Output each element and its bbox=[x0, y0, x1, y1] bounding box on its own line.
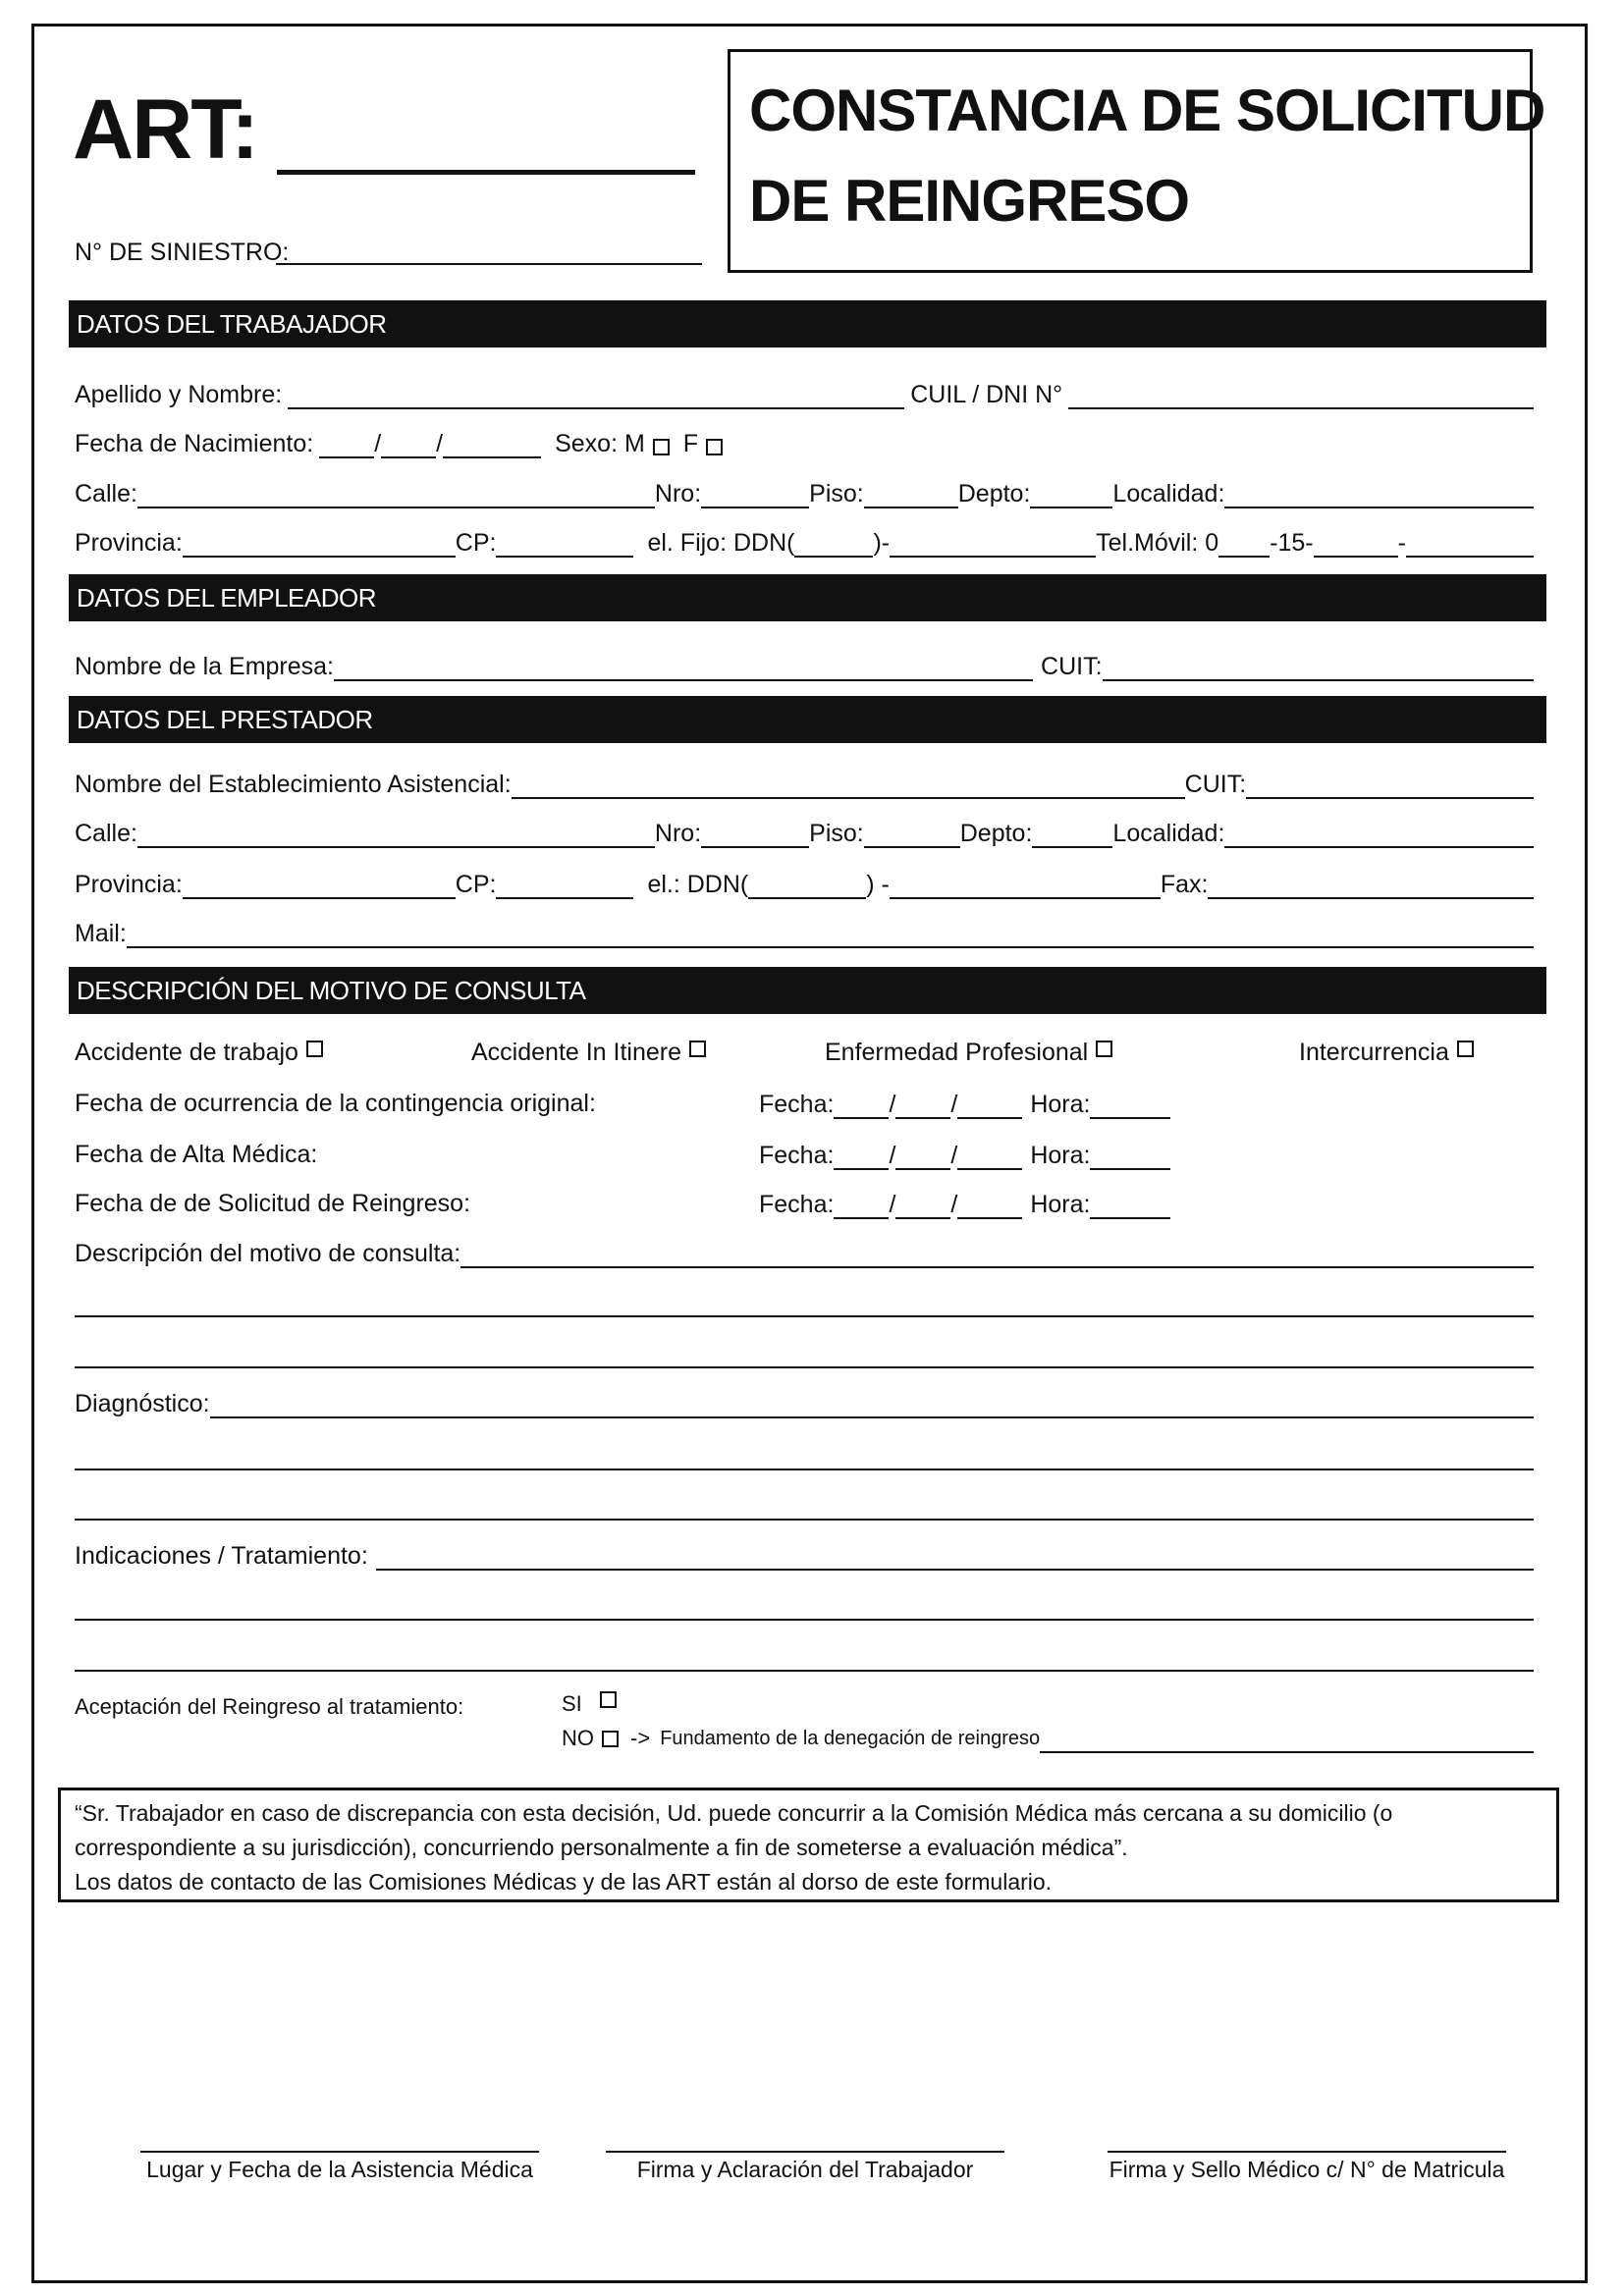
prestador-provincia-input[interactable] bbox=[183, 878, 456, 899]
date-separator: / bbox=[889, 1191, 896, 1218]
intercurrencia-label: Intercurrencia bbox=[1299, 1039, 1449, 1066]
prestador-cp-label: CP: bbox=[455, 871, 497, 898]
tel-movil-part2[interactable] bbox=[1406, 536, 1534, 558]
cuil-input[interactable] bbox=[1068, 388, 1534, 409]
tel-movil-label: Tel.Móvil: 0 bbox=[1096, 529, 1219, 557]
provincia-label: Provincia: bbox=[75, 529, 183, 557]
solicitud-day[interactable] bbox=[834, 1198, 889, 1219]
fundamento-input[interactable] bbox=[1040, 1732, 1534, 1753]
aceptacion-si-label: SI bbox=[562, 1691, 582, 1716]
signature-lugar-fecha-label: Lugar y Fecha de la Asistencia Médica bbox=[146, 2157, 533, 2182]
signature-medico bbox=[1108, 2151, 1506, 2183]
sexo-label: Sexo: M bbox=[555, 430, 645, 457]
tel-movil-area[interactable] bbox=[1218, 536, 1270, 558]
descripcion-label: Descripción del motivo de consulta: bbox=[75, 1240, 461, 1267]
indicaciones-line-3[interactable] bbox=[75, 1670, 1534, 1672]
sexo-f-label: F bbox=[682, 430, 699, 457]
form-title-line1: CONSTANCIA DE SOLICITUD bbox=[749, 78, 1545, 143]
tel-fijo-label: el. Fijo: DDN( bbox=[647, 529, 795, 557]
enfermedad-option[interactable] bbox=[825, 1039, 1112, 1067]
fecha-nac-month[interactable] bbox=[381, 437, 436, 458]
row-domicilio bbox=[75, 479, 1534, 508]
apellido-input[interactable] bbox=[288, 388, 904, 409]
date-separator: / bbox=[950, 1142, 958, 1169]
fecha-solicitud-fields bbox=[759, 1190, 1181, 1219]
ocurrencia-hora[interactable] bbox=[1090, 1097, 1170, 1119]
descripcion-line-2[interactable] bbox=[75, 1315, 1534, 1317]
row-apellido bbox=[75, 380, 1534, 409]
descripcion-line-3[interactable] bbox=[75, 1366, 1534, 1368]
signature-trabajador bbox=[606, 2151, 1004, 2183]
prestador-depto-label: Depto: bbox=[959, 820, 1033, 847]
notice-line-3: Los datos de contacto de las Comisiones Médicas y de las ART están al dorso de este formulario. bbox=[75, 1869, 1053, 1895]
date-separator: / bbox=[436, 430, 444, 457]
solicitud-year[interactable] bbox=[957, 1198, 1022, 1219]
accidente-trabajo-label: Accidente de trabajo bbox=[75, 1039, 298, 1066]
row-diagnostico bbox=[75, 1389, 1534, 1418]
prestador-depto-input[interactable] bbox=[1032, 827, 1112, 848]
intercurrencia-option[interactable] bbox=[1299, 1039, 1474, 1067]
establecimiento-input[interactable] bbox=[512, 777, 1185, 799]
prestador-cuit-input[interactable] bbox=[1246, 777, 1534, 799]
hora-label: Hora: bbox=[1030, 1091, 1091, 1118]
row-provincia bbox=[75, 528, 1534, 558]
accidente-itinere-checkbox[interactable] bbox=[689, 1041, 706, 1057]
calle-label: Calle: bbox=[75, 480, 137, 507]
aceptacion-no-checkbox[interactable] bbox=[602, 1731, 619, 1747]
date-separator: / bbox=[889, 1142, 896, 1169]
fecha-label: Fecha: bbox=[759, 1142, 835, 1169]
prestador-localidad-input[interactable] bbox=[1224, 827, 1534, 848]
ocurrencia-month[interactable] bbox=[895, 1097, 950, 1119]
tel-fijo-input[interactable] bbox=[890, 536, 1096, 558]
fecha-label: Fecha: bbox=[759, 1091, 835, 1118]
empleador-cuit-label: CUIT: bbox=[1041, 653, 1103, 680]
mail-input[interactable] bbox=[127, 927, 1534, 948]
fecha-nac-day[interactable] bbox=[319, 437, 374, 458]
notice-line-2: correspondiente a su jurisdicción), concurriendo personalmente a fin de someterse a evaluación médica”. bbox=[75, 1835, 1128, 1860]
row-descripcion bbox=[75, 1239, 1534, 1268]
prestador-provincia-label: Provincia: bbox=[75, 871, 183, 898]
fax-label: Fax: bbox=[1160, 871, 1209, 898]
localidad-label: Localidad: bbox=[1112, 480, 1225, 507]
alta-hora[interactable] bbox=[1090, 1148, 1170, 1170]
section-prestador: DATOS DEL PRESTADOR bbox=[69, 696, 1546, 743]
date-separator: / bbox=[374, 430, 382, 457]
cp-input[interactable] bbox=[496, 536, 633, 558]
row-indicaciones bbox=[75, 1541, 1534, 1571]
fundamento-label: Fundamento de la denegación de reingreso bbox=[660, 1728, 1041, 1749]
tel-fijo-close: )- bbox=[873, 529, 891, 557]
ocurrencia-year[interactable] bbox=[957, 1097, 1022, 1119]
depto-label: Depto: bbox=[957, 480, 1031, 507]
siniestro-input[interactable] bbox=[276, 243, 702, 265]
art-input[interactable] bbox=[277, 147, 695, 175]
enfermedad-label: Enfermedad Profesional bbox=[825, 1039, 1089, 1066]
calle-input[interactable] bbox=[137, 487, 655, 508]
tel-fijo-ddn[interactable] bbox=[794, 536, 873, 558]
prestador-tel-close: ) - bbox=[866, 871, 890, 898]
notice-box bbox=[58, 1788, 1559, 1902]
row-establecimiento bbox=[75, 770, 1534, 799]
indicaciones-label: Indicaciones / Tratamiento: bbox=[75, 1542, 368, 1570]
nro-label: Nro: bbox=[654, 480, 702, 507]
fecha-alta-label: Fecha de Alta Médica: bbox=[75, 1141, 318, 1168]
fecha-solicitud-label: Fecha de de Solicitud de Reingreso: bbox=[75, 1190, 471, 1217]
art-label: ART: bbox=[73, 82, 257, 177]
mail-label: Mail: bbox=[75, 920, 127, 947]
aceptacion-no-label: NO bbox=[562, 1726, 594, 1750]
fax-input[interactable] bbox=[1208, 878, 1534, 899]
establecimiento-label: Nombre del Establecimiento Asistencial: bbox=[75, 771, 512, 798]
diagnostico-line-2[interactable] bbox=[75, 1468, 1534, 1470]
empleador-cuit-input[interactable] bbox=[1103, 660, 1534, 681]
row-aceptacion-no bbox=[562, 1724, 1534, 1753]
diagnostico-label: Diagnóstico: bbox=[75, 1390, 210, 1417]
fecha-label: Fecha: bbox=[759, 1191, 835, 1218]
tel-movil-dash: - bbox=[1397, 529, 1406, 557]
localidad-input[interactable] bbox=[1224, 487, 1534, 508]
prestador-tel-label: el.: DDN( bbox=[647, 871, 749, 898]
empresa-input[interactable] bbox=[334, 660, 1033, 681]
date-separator: / bbox=[950, 1091, 958, 1118]
solicitud-month[interactable] bbox=[895, 1198, 950, 1219]
fecha-nac-year[interactable] bbox=[443, 437, 541, 458]
depto-input[interactable] bbox=[1030, 487, 1112, 508]
accidente-trabajo-checkbox[interactable] bbox=[306, 1041, 323, 1057]
row-mail bbox=[75, 919, 1534, 948]
prestador-piso-input[interactable] bbox=[864, 827, 960, 848]
cp-label: CP: bbox=[455, 529, 497, 557]
prestador-tel-input[interactable] bbox=[890, 878, 1161, 899]
row-empresa bbox=[75, 652, 1534, 681]
solicitud-hora[interactable] bbox=[1090, 1198, 1170, 1219]
signature-lugar-fecha bbox=[140, 2151, 539, 2183]
apellido-label: Apellido y Nombre: bbox=[75, 381, 283, 408]
form-title-line2: DE REINGRESO bbox=[749, 168, 1190, 234]
fecha-ocurrencia-fields bbox=[759, 1090, 1181, 1119]
prestador-cuit-label: CUIT: bbox=[1184, 771, 1247, 798]
fecha-alta-fields bbox=[759, 1141, 1181, 1170]
descripcion-input[interactable] bbox=[460, 1247, 1534, 1268]
hora-label: Hora: bbox=[1030, 1142, 1091, 1169]
row-fecha-nac bbox=[75, 429, 1534, 458]
empresa-label: Nombre de la Empresa: bbox=[75, 653, 335, 680]
sexo-m-checkbox[interactable] bbox=[653, 439, 670, 455]
signature-medico-label: Firma y Sello Médico c/ N° de Matricula bbox=[1109, 2157, 1505, 2182]
prestador-nro-label: Nro: bbox=[654, 820, 702, 847]
aceptacion-si-checkbox[interactable] bbox=[600, 1691, 617, 1708]
section-motivo: DESCRIPCIÓN DEL MOTIVO DE CONSULTA bbox=[69, 967, 1546, 1014]
alta-month[interactable] bbox=[895, 1148, 950, 1170]
prestador-calle-input[interactable] bbox=[137, 827, 655, 848]
indicaciones-input[interactable] bbox=[376, 1549, 1534, 1571]
piso-input[interactable] bbox=[864, 487, 958, 508]
hora-label: Hora: bbox=[1030, 1191, 1091, 1218]
prestador-calle-label: Calle: bbox=[75, 820, 137, 847]
sexo-f-checkbox[interactable] bbox=[706, 439, 723, 455]
signature-trabajador-label: Firma y Aclaración del Trabajador bbox=[636, 2157, 974, 2182]
prestador-nro-input[interactable] bbox=[701, 827, 809, 848]
accidente-itinere-option[interactable] bbox=[471, 1039, 706, 1067]
date-separator: / bbox=[889, 1091, 896, 1118]
siniestro-label: N° DE SINIESTRO: bbox=[75, 239, 290, 266]
aceptacion-si-option[interactable] bbox=[562, 1691, 617, 1717]
row-prestador-domicilio bbox=[75, 819, 1534, 848]
alta-day[interactable] bbox=[834, 1148, 889, 1170]
nro-input[interactable] bbox=[701, 487, 809, 508]
row-prestador-provincia bbox=[75, 870, 1534, 899]
indicaciones-line-2[interactable] bbox=[75, 1619, 1534, 1621]
prestador-piso-label: Piso: bbox=[809, 820, 864, 847]
tel-movil-part1[interactable] bbox=[1314, 536, 1398, 558]
prestador-tel-ddn[interactable] bbox=[748, 878, 866, 899]
cuil-label: CUIL / DNI N° bbox=[910, 381, 1063, 408]
section-empleador: DATOS DEL EMPLEADOR bbox=[69, 574, 1546, 621]
intercurrencia-checkbox[interactable] bbox=[1457, 1041, 1474, 1057]
prestador-cp-input[interactable] bbox=[496, 878, 633, 899]
ocurrencia-day[interactable] bbox=[834, 1097, 889, 1119]
prestador-localidad-label: Localidad: bbox=[1112, 820, 1225, 847]
date-separator: / bbox=[950, 1191, 958, 1218]
notice-line-1: “Sr. Trabajador en caso de discrepancia con esta decisión, Ud. puede concurrir a la Comisión Médica más cercana a su domicilio (o bbox=[75, 1800, 1393, 1826]
provincia-input[interactable] bbox=[183, 536, 456, 558]
aceptacion-label: Aceptación del Reingreso al tratamiento: bbox=[75, 1694, 464, 1719]
section-trabajador: DATOS DEL TRABAJADOR bbox=[69, 300, 1546, 347]
enfermedad-checkbox[interactable] bbox=[1096, 1041, 1112, 1057]
arrow-icon: -> bbox=[630, 1726, 651, 1750]
accidente-trabajo-option[interactable] bbox=[75, 1039, 323, 1067]
fecha-nac-label: Fecha de Nacimiento: bbox=[75, 430, 314, 457]
diagnostico-line-3[interactable] bbox=[75, 1519, 1534, 1521]
diagnostico-input[interactable] bbox=[210, 1397, 1534, 1418]
piso-label: Piso: bbox=[809, 480, 864, 507]
fecha-ocurrencia-label: Fecha de ocurrencia de la contingencia original: bbox=[75, 1090, 596, 1117]
accidente-itinere-label: Accidente In Itinere bbox=[471, 1039, 682, 1066]
tel-movil-15: -15- bbox=[1270, 529, 1314, 557]
alta-year[interactable] bbox=[957, 1148, 1022, 1170]
